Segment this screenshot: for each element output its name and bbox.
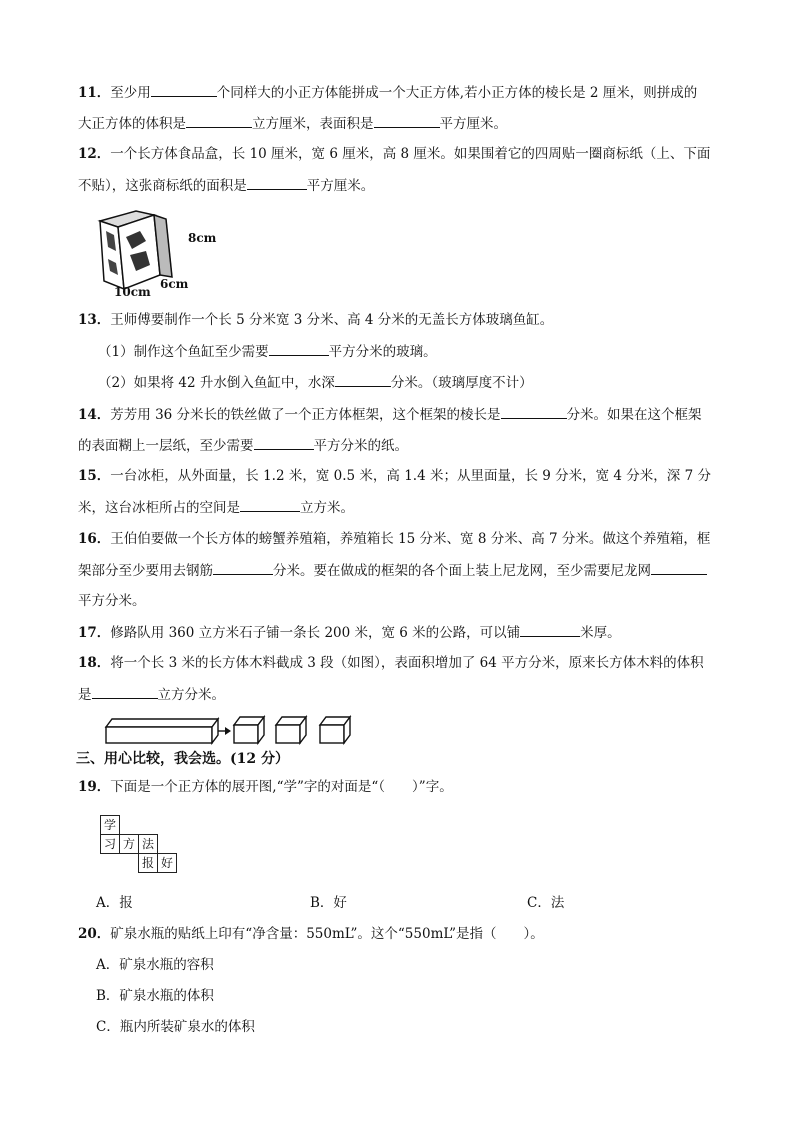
q18-number: 18．	[78, 655, 111, 671]
q19-number: 19．	[78, 779, 111, 795]
q17-blank-thickness[interactable]	[520, 622, 580, 637]
q14-text: 的表面糊上一层纸，至少需要	[78, 438, 254, 454]
q16-text: 王伯伯要做一个长方体的螃蟹养殖箱，养殖箱长 15 分米、宽 8 分米、高 7 分米。做这个养殖箱，框	[110, 531, 711, 547]
net-cell: 习	[100, 834, 120, 854]
q11-text: 大正方体的体积是	[78, 116, 186, 132]
q20-text: 矿泉水瓶的贴纸上印有“净含量：550mL”。这个“550mL”是指（ ）。	[110, 926, 544, 942]
q20-option-b[interactable]: B．矿泉水瓶的体积	[96, 988, 214, 1004]
q18-text: 立方分米。	[157, 687, 225, 703]
q18-text: 将一个长 3 米的长方体木料截成 3 段（如图），表面积增加了 64 平方分米，原来长方体木料的体积	[110, 655, 704, 671]
q20-option-c[interactable]: C．瓶内所装矿泉水的体积	[96, 1019, 255, 1035]
q12-text: 不贴），这张商标纸的面积是	[78, 178, 247, 194]
q15-blank-space[interactable]	[240, 497, 300, 512]
q11-number: 11．	[78, 85, 111, 101]
q15-text: 立方米。	[300, 500, 354, 516]
q12-text: 平方厘米。	[306, 178, 375, 194]
q11-text: 平方厘米。	[439, 116, 507, 132]
box-height-label: 8cm	[188, 231, 217, 245]
q11-line2	[78, 113, 507, 134]
q13-text: 平方分米的玻璃。	[328, 344, 437, 360]
net-cell: 学	[100, 815, 120, 835]
net-cell: 报	[138, 853, 158, 873]
q15-text: 一台冰柜，从外面量，长 1.2 米，宽 0.5 米，高 1.4 米；从里面量，长 9 分米，宽 4 分米，深 7 分	[110, 468, 711, 484]
q19-option-b[interactable]: B．好	[310, 895, 347, 911]
q13-sub1	[98, 341, 437, 362]
q19-line1	[78, 777, 453, 797]
cube-net-figure	[100, 815, 180, 877]
q13-sub2	[98, 372, 533, 393]
q13-text: 王师傅要制作一个长 5 分米宽 3 分米、高 4 分米的无盖长方体玻璃鱼缸。	[110, 312, 554, 328]
q13-text: 分米。（玻璃厚度不计）	[390, 375, 533, 391]
q17-text: 修路队用 360 立方米石子铺一条长 200 米，宽 6 米的公路，可以铺	[110, 625, 521, 641]
q20-option-a[interactable]: A．矿泉水瓶的容积	[96, 957, 214, 973]
q11-text: 至少用	[110, 85, 151, 101]
q17-text: 米厚。	[580, 625, 621, 641]
q14-number: 14．	[78, 407, 111, 423]
q15-number: 15．	[78, 468, 111, 484]
q16-text: 平方分米。	[78, 593, 146, 609]
q13-blank-depth[interactable]	[335, 372, 391, 387]
q11-text: 立方厘米，表面积是	[252, 116, 374, 132]
q12-number: 12．	[78, 146, 111, 162]
q14-text: 平方分米的纸。	[313, 438, 408, 454]
q14-line1	[78, 404, 702, 425]
q14-text: 分米。如果在这个框架	[566, 407, 702, 423]
q18-line1	[78, 653, 704, 673]
box-width-label: 6cm	[160, 277, 189, 291]
q16-blank-net[interactable]	[651, 560, 707, 575]
q14-blank-edge[interactable]	[501, 404, 567, 419]
food-box-figure	[96, 207, 246, 299]
q12-line2	[78, 175, 374, 196]
q13-line1	[78, 310, 553, 330]
q12-line1	[78, 144, 710, 164]
q18-blank-volume[interactable]	[92, 684, 158, 699]
net-cell: 好	[157, 853, 177, 873]
q16-text: 分米。要在做成的框架的各个面上装上尼龙网，至少需要尼龙网	[273, 563, 651, 579]
q18-text: 是	[78, 687, 92, 703]
q16-text: 架部分至少要用去钢筋	[78, 563, 213, 579]
q11-text: 个同样大的小正方体能拼成一个大正方体,若小正方体的棱长是 2 厘米，则拼成的	[216, 85, 698, 101]
timber-cut-figure	[100, 713, 362, 747]
q13-number: 13．	[78, 312, 111, 328]
q11-blank-volume[interactable]	[186, 113, 252, 128]
q19-option-c[interactable]: C．法	[527, 895, 565, 911]
q11-blank-count[interactable]	[151, 82, 217, 97]
q16-line1	[78, 529, 710, 549]
q15-line1	[78, 466, 711, 486]
section-3-heading: 三、用心比较，我会选。(12 分）	[76, 751, 289, 767]
q14-line2	[78, 435, 408, 456]
q17-line1	[78, 622, 621, 643]
q16-line3	[78, 591, 146, 611]
q11-line1	[78, 82, 697, 103]
q13-text: （1）制作这个鱼缸至少需要	[98, 344, 269, 360]
q11-blank-area[interactable]	[374, 113, 440, 128]
q12-text: 一个长方体食品盒，长 10 厘米，宽 6 厘米，高 8 厘米。如果围着它的四周贴一圈商标纸（上、下面	[110, 146, 711, 162]
q16-blank-rebar[interactable]	[213, 560, 273, 575]
q12-blank-area[interactable]	[247, 175, 307, 190]
q14-blank-paper[interactable]	[254, 435, 314, 450]
q16-number: 16．	[78, 531, 111, 547]
q14-text: 芳芳用 36 分米长的铁丝做了一个正方体框架，这个框架的棱长是	[110, 407, 501, 423]
q18-line2	[78, 684, 225, 705]
q13-blank-glass[interactable]	[269, 341, 329, 356]
box-length-label: 10cm	[114, 285, 151, 299]
q15-text: 米，这台冰柜所占的空间是	[78, 500, 240, 516]
q20-number: 20．	[78, 926, 111, 942]
net-cell: 方	[119, 834, 139, 854]
q15-line2	[78, 497, 354, 518]
q13-text: （2）如果将 42 升水倒入鱼缸中，水深	[98, 375, 335, 391]
q17-number: 17．	[78, 625, 111, 641]
timber-cut-drawing	[100, 713, 362, 747]
q16-line2	[78, 560, 707, 581]
q20-line1	[78, 924, 544, 944]
net-cell: 法	[138, 834, 158, 854]
q19-option-a[interactable]: A．报	[96, 895, 133, 911]
q19-text: 下面是一个正方体的展开图,“学”字的对面是“（ ）”字。	[110, 779, 453, 795]
